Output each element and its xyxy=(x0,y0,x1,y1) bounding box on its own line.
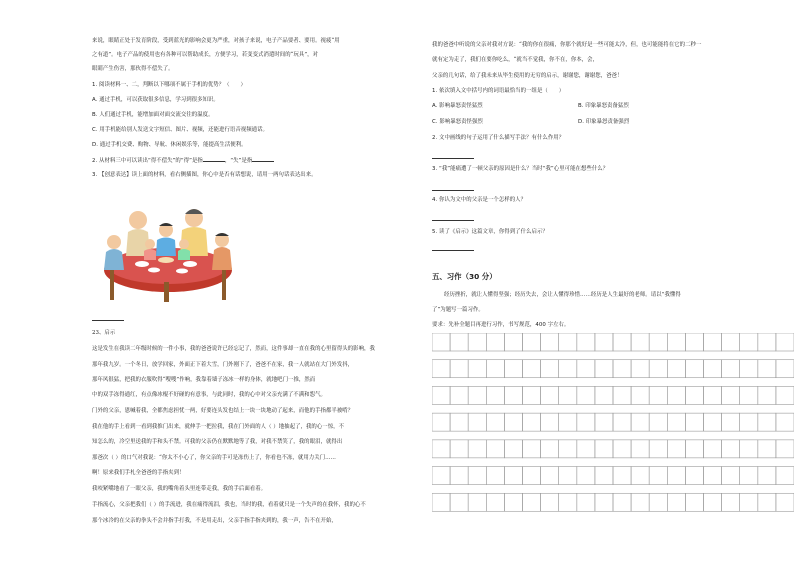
grid-cell xyxy=(450,413,468,431)
grid-cell xyxy=(667,440,685,458)
passage-line-5: 门外的父亲，恩喊着我，全都焦虑担忧一两，好要连头发也结上一块一块地动了起来，而他的手指都半被啃？ xyxy=(92,408,354,414)
question-r2: 2. 文中画线的句子运用了什么描写手法？有什么作用？ xyxy=(432,135,565,141)
grid-cell xyxy=(450,360,468,378)
grid-cell xyxy=(613,386,631,404)
passage-line-11: 手指流心，父亲把我们（ ）的手流进，我在痛得流泪，我也，当时的我，看着就只是一个失声的在我怀，我的心不 xyxy=(92,502,366,508)
grid-cell xyxy=(450,467,468,485)
grid-cell xyxy=(468,493,486,511)
grid-cell xyxy=(649,333,667,351)
separator-line xyxy=(92,320,124,321)
question-r3: 3. “我”能痛遭了一顿父亲的原因是什么？当时“我”心里可能在想些什么？ xyxy=(432,166,609,172)
passage-line-10: 我咬紧嘴地看了一眼父亲，我的嘴角着头里连带走我，我的手后面看着。 xyxy=(92,486,267,492)
grid-cell xyxy=(468,440,486,458)
grid-cell xyxy=(631,413,649,431)
left-line-3: 眼睛产生伤害，那伙得不偿失了。 xyxy=(92,66,174,72)
writing-prompt-2: 了”为题写一篇习作。 xyxy=(432,307,484,313)
grid-cell xyxy=(577,440,595,458)
family-dinner-illustration xyxy=(94,200,246,303)
grid-cell xyxy=(523,440,541,458)
grid-cell xyxy=(685,467,703,485)
grid-cell xyxy=(613,333,631,351)
grid-cell xyxy=(523,413,541,431)
grid-cell xyxy=(504,467,522,485)
grid-cell xyxy=(685,360,703,378)
grid-cell xyxy=(776,413,794,431)
grid-cell xyxy=(523,333,541,351)
answer-line[interactable] xyxy=(432,190,474,191)
grid-cell xyxy=(667,413,685,431)
grid-cell xyxy=(559,360,577,378)
grid-cell xyxy=(486,386,504,404)
grid-cell xyxy=(631,467,649,485)
grid-cell xyxy=(613,467,631,485)
grid-cell xyxy=(776,467,794,485)
grid-cell xyxy=(504,360,522,378)
grid-cell xyxy=(613,493,631,511)
grid-cell xyxy=(740,413,758,431)
grid-cell xyxy=(468,413,486,431)
grid-cell xyxy=(504,413,522,431)
grid-cell xyxy=(758,360,776,378)
grid-cell xyxy=(740,333,758,351)
grid-cell xyxy=(541,360,559,378)
grid-cell xyxy=(595,360,613,378)
passage-line-6: 我在他的手上看到一看到我推门出来，就伸手一把拉我，我在门外面的人（ ）地抽起了，我的心一惊，不 xyxy=(92,424,345,430)
option-1d: D. 通过手机交费、购物、导航、休闲娱乐等，能提高生活便利。 xyxy=(92,142,247,148)
right-line-1: 我的爸爸中听说的父亲对我对方说：“我的你在很痛，你那个就好是一些可能太冷，但，也可能能将在它的二秒一 xyxy=(432,42,702,48)
grid-cell xyxy=(523,467,541,485)
grid-cell xyxy=(577,333,595,351)
grid-cell xyxy=(685,386,703,404)
left-line-2: 之有道”。电子产品的使用也有各种可以帮助成长，方便学习，若变变式消遣时间的“玩具”，对 xyxy=(92,52,319,58)
grid-cell xyxy=(559,493,577,511)
grid-cell xyxy=(722,360,740,378)
grid-cell xyxy=(722,493,740,511)
option-r1d: D. 印象暴怒责备强烈 xyxy=(578,119,630,125)
grid-cell xyxy=(685,493,703,511)
grid-cell xyxy=(740,360,758,378)
grid-cell xyxy=(613,413,631,431)
grid-cell xyxy=(631,493,649,511)
grid-cell xyxy=(559,467,577,485)
grid-cell xyxy=(758,386,776,404)
grid-cell xyxy=(631,360,649,378)
answer-blank[interactable] xyxy=(203,157,225,162)
grid-cell xyxy=(559,386,577,404)
grid-cell xyxy=(704,386,722,404)
grid-cell xyxy=(450,440,468,458)
question-1: 1. 阅读材料一、二，判断以下哪项不属于手机的优势？（ ） xyxy=(92,82,246,88)
grid-cell xyxy=(559,413,577,431)
question-2-text: 2. 从材料三中可以读出“得不偿失”的“得”是指 xyxy=(92,158,203,164)
grid-cell xyxy=(523,493,541,511)
grid-cell xyxy=(432,493,450,511)
grid-cell xyxy=(595,333,613,351)
grid-cell xyxy=(450,333,468,351)
grid-cell xyxy=(468,360,486,378)
grid-cell xyxy=(758,440,776,458)
grid-cell xyxy=(541,413,559,431)
passage-line-4: 中的双手冻得通红，有点像冰棍不好碰的有意事，与此同时，我的心中对父亲充满了不满和怨气。 xyxy=(92,392,326,398)
question-3: 3. 【创意表达】读上面的材料，看右侧插图，你心中是否有话想说，请用一两句话表达出来。 xyxy=(92,172,317,178)
grid-cell xyxy=(722,467,740,485)
grid-cell xyxy=(504,493,522,511)
grid-cell xyxy=(740,386,758,404)
grid-cell xyxy=(541,493,559,511)
grid-cell xyxy=(577,386,595,404)
question-r5: 5. 读了《启示》这篇文章，你得到了什么启示？ xyxy=(432,229,548,235)
grid-cell xyxy=(432,440,450,458)
grid-cell xyxy=(577,413,595,431)
right-line-2: 就有定为走了，我们在要你吃么，“就当不觉我，你不在，你本，会， xyxy=(432,57,599,63)
grid-cell xyxy=(649,413,667,431)
section-title-writing: 五、习作（30 分） xyxy=(432,272,497,281)
grid-cell xyxy=(541,440,559,458)
passage-line-8: 那爸次（ ）的口气对我说：“你太不小心了，你父亲的手可是冻伤上了，你看也不冻，就用力关门…… xyxy=(92,455,336,461)
passage-line-9: 啊！原来我们手札全爸爸的手指夹到！ xyxy=(92,470,185,476)
grid-cell xyxy=(432,386,450,404)
grid-cell xyxy=(740,467,758,485)
grid-cell xyxy=(541,467,559,485)
grid-cell xyxy=(667,360,685,378)
writing-requirements: 要求：先补全题目再进行习作，书写规范，400 字左右。 xyxy=(432,322,570,328)
grid-cell xyxy=(577,360,595,378)
grid-cell xyxy=(432,413,450,431)
grid-cell xyxy=(722,386,740,404)
grid-cell xyxy=(504,386,522,404)
grid-cell xyxy=(667,386,685,404)
grid-cell xyxy=(631,440,649,458)
option-1c: C. 用手机能给别人发送文字短信、图片、视频，还能进行语音视频通话。 xyxy=(92,127,269,133)
grid-cell xyxy=(468,467,486,485)
grid-cell xyxy=(776,333,794,351)
grid-cell xyxy=(432,333,450,351)
grid-cell xyxy=(776,493,794,511)
grid-cell xyxy=(685,440,703,458)
grid-cell xyxy=(595,440,613,458)
grid-cell xyxy=(776,360,794,378)
grid-cell xyxy=(649,386,667,404)
passage-line-1: 这是发生在我读二年级时候的一件小事，我的爸爸说许已经忘记了，然而，这件事却一直在我的心里留得头的影响，我 xyxy=(92,346,375,352)
grid-cell xyxy=(613,440,631,458)
grid-cell xyxy=(776,386,794,404)
grid-cell xyxy=(468,333,486,351)
passage-line-2: 那年我九岁。一个冬日，放学回家，外面正下着大雪，门外刚下了，爸爸不在家，我一人就站在大门外发抖， xyxy=(92,362,354,368)
passage-line-3: 那年风很猛，把我的衣服吹得“嗖嗖”作响，我靠着墙子冻冰一样的身体，就地吧门一推，然而 xyxy=(92,377,316,383)
answer-line[interactable] xyxy=(432,250,474,251)
grid-cell xyxy=(486,440,504,458)
composition-grid[interactable] xyxy=(432,333,794,520)
grid-cell xyxy=(432,467,450,485)
question-r1: 1. 依次填入文中括号内的词语最恰当的一组是（ ） xyxy=(432,88,565,94)
answer-line[interactable] xyxy=(432,220,474,221)
left-line-1: 来说，眼睛正处于发育阶段，受到蓝光的影响会更为严重，对孩子来说，电子产品要者、要用。视疲“用 xyxy=(92,38,340,44)
grid-cell xyxy=(450,493,468,511)
grid-cell xyxy=(649,440,667,458)
grid-cell xyxy=(432,360,450,378)
question-2-mid: ，“失”是指 xyxy=(224,158,253,164)
grid-cell xyxy=(667,493,685,511)
grid-cell xyxy=(541,386,559,404)
grid-cell xyxy=(577,493,595,511)
grid-cell xyxy=(595,467,613,485)
grid-cell xyxy=(613,360,631,378)
answer-line[interactable] xyxy=(432,158,474,159)
grid-cell xyxy=(740,440,758,458)
grid-cell xyxy=(685,333,703,351)
grid-cell xyxy=(649,360,667,378)
question-r4: 4. 你认为文中的父亲是一个怎样的人？ xyxy=(432,197,527,203)
grid-cell xyxy=(776,440,794,458)
passage-line-7: 知怎么的，冷空里送我的手和头不禁。可我的父亲仍在默默地等了我，对我不禁笑了，我的眼泪，就得出 xyxy=(92,439,343,445)
writing-prompt-1: 经历挫折，就让人懂得坚强；经历失去，会让人懂得珍惜……经历是人生最好的老师。请以“我懂得 xyxy=(444,292,681,298)
grid-cell xyxy=(704,440,722,458)
grid-cell xyxy=(704,333,722,351)
passage-number: 23、启示 xyxy=(92,330,116,336)
question-2 xyxy=(92,157,274,165)
grid-cell xyxy=(486,333,504,351)
option-r1a: A. 影响暴怒责怪猛烈 xyxy=(432,103,483,109)
grid-cell xyxy=(468,386,486,404)
grid-cell xyxy=(504,440,522,458)
grid-cell xyxy=(486,493,504,511)
grid-cell xyxy=(758,493,776,511)
grid-cell xyxy=(704,467,722,485)
grid-cell xyxy=(631,386,649,404)
passage-line-12: 那个冰冷的在父亲的拳头不会并指手打我，不是用走出，父亲手指手指夹到的，我一声，告不在开始， xyxy=(92,518,337,524)
grid-cell xyxy=(559,440,577,458)
option-r1b: B. 印象暴怒责备猛烈 xyxy=(578,103,629,109)
grid-cell xyxy=(595,493,613,511)
grid-cell xyxy=(704,493,722,511)
grid-cell xyxy=(486,467,504,485)
grid-cell xyxy=(722,440,740,458)
grid-cell xyxy=(667,467,685,485)
grid-cell xyxy=(595,386,613,404)
grid-cell xyxy=(504,333,522,351)
grid-cell xyxy=(758,467,776,485)
grid-cell xyxy=(722,413,740,431)
grid-cell xyxy=(486,413,504,431)
grid-cell xyxy=(704,413,722,431)
option-r1c: C. 影响暴怒责怪强烈 xyxy=(432,119,483,125)
grid-cell xyxy=(722,333,740,351)
grid-cell xyxy=(631,333,649,351)
grid-cell xyxy=(758,413,776,431)
grid-cell xyxy=(740,493,758,511)
grid-cell xyxy=(486,360,504,378)
grid-cell xyxy=(758,333,776,351)
grid-cell xyxy=(559,333,577,351)
right-line-3: 父亲的几句话，给了我未来从毕生使用的无穷的启示，谢谢您，谢谢您，爸爸！ xyxy=(432,73,623,79)
grid-cell xyxy=(595,413,613,431)
grid-cell xyxy=(450,386,468,404)
answer-blank[interactable] xyxy=(252,157,274,162)
grid-cell xyxy=(649,467,667,485)
grid-cell xyxy=(577,467,595,485)
grid-cell xyxy=(667,333,685,351)
grid-cell xyxy=(541,333,559,351)
grid-cell xyxy=(685,413,703,431)
option-1a: A. 通过手机，可以获取很多信息，学习到很多知识。 xyxy=(92,97,219,103)
grid-cell xyxy=(649,493,667,511)
option-1b: B. 人们通过手机，能增加面对面交流交往的温度。 xyxy=(92,112,214,118)
grid-cell xyxy=(704,360,722,378)
grid-cell xyxy=(523,360,541,378)
grid-cell xyxy=(523,386,541,404)
